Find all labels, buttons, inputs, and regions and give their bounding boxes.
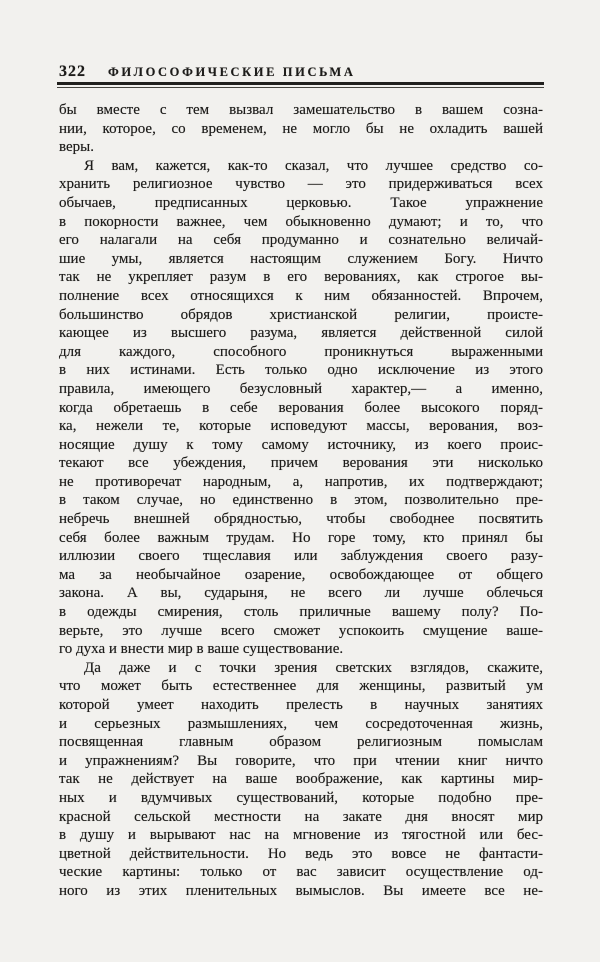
text-line: в покорности важнее, чем обыкновенно думают; и то, что [59, 213, 543, 230]
text-line: ного из этих пленительных вымыслов. Вы имеете все не- [59, 882, 543, 899]
text-line: так не действует на ваше воображение, как картины мир- [59, 771, 543, 788]
page-number: 322 [59, 63, 86, 80]
text-line: и упражнениям? Вы говорите, что при чтении книг ничто [59, 752, 543, 769]
text-line: иллюзии своего тщеславия или заблуждения своего разу- [59, 548, 543, 565]
text-line: полнение всех относящихся к ним обязанностей. Впрочем, [59, 287, 543, 304]
running-title: ФИЛОСОФИЧЕСКИЕ ПИСЬМА [108, 65, 356, 79]
text-line: цветной действительности. Но ведь это вовсе не фантасти- [59, 845, 543, 862]
text-line: ка, нежели те, которые исповедуют массы, верования, воз- [59, 418, 543, 435]
text-line: в них истинами. Есть только одно исключение из этого [59, 362, 543, 379]
text-line: которой умеет находить прелесть в научных занятиях [59, 697, 543, 713]
text-line: обычаев, предписанных церковью. Такое упражнение [59, 194, 543, 211]
text-line: бы вместе с тем вызвал замешательство в вашем созна- [59, 102, 543, 118]
page-header [59, 63, 543, 81]
text-line: для каждого, способного проникнуться выраженными [59, 343, 543, 360]
text-line: ных и вдумчивых существований, которые подобно пре- [59, 789, 543, 806]
text-line: кающее из высшего разума, является действенной силой [59, 325, 543, 342]
text-line: веры. [59, 139, 94, 156]
text-line: посвященная главным образом религиозным помыслам [59, 734, 543, 751]
text-block [59, 101, 543, 901]
text-line: Я вам, кажется, как-то сказал, что лучшее средство со- [84, 157, 543, 174]
text-line: закона. А вы, сударыня, не всего ли лучше облечься [59, 585, 543, 602]
text-line: в душу и вырывают нас на мгновение из тягостной или бес- [59, 827, 543, 844]
text-line: не противоречат народным, а, напротив, их подтверждают; [59, 473, 543, 490]
text-line: шие умы, является настоящим служением Богу. Ничто [59, 250, 543, 267]
text-line: носящие душу к тому самому источнику, из коего проис- [59, 436, 543, 453]
text-line: хранить религиозное чувство — это придерживаться всех [59, 176, 543, 193]
text-line: го духа и внести мир в ваше существование. [59, 641, 344, 658]
text-line: ческие картины: только от вас зависит осуществление од- [59, 864, 543, 881]
text-line: в таком случае, но единственно в этом, позволительно пре- [59, 492, 543, 509]
text-line: в одежды смирения, столь приличные вашему полу? По- [59, 604, 543, 621]
text-line: ма за необычайное озарение, освобождающее от общего [59, 566, 543, 583]
text-line: верьте, это лучше всего сможет успокоить смущение ваше- [59, 622, 543, 639]
text-line: так не укрепляет разум в его верованиях, как строгое вы- [59, 269, 543, 286]
text-line: текают все убеждения, причем верования эти нисколько [59, 455, 543, 472]
text-line: красной сельской местности на закате дня вносят мир [59, 808, 543, 825]
text-line: его налагали на себя продуманно и сознательно величай- [59, 232, 543, 249]
text-line: большинство обрядов христианской религии, происте- [59, 306, 543, 323]
text-line: себя более важным трудам. Но горе тому, кто принял бы [59, 529, 543, 546]
text-line: что может быть естественнее для женщины, развитый ум [59, 678, 543, 695]
text-line: когда обретаешь в себе верования более высокого поряд- [59, 399, 543, 416]
text-line: правила, имеющего безусловный характер,— а именно, [59, 380, 543, 397]
text-line: нии, которое, со временем, не могло бы не охладить вашей [59, 120, 543, 137]
text-line: небречь внешней обрядностью, чтобы свободнее посвятить [59, 511, 543, 528]
header-rule [57, 82, 544, 88]
text-line: Да даже и с точки зрения светских взглядов, скажите, [84, 659, 543, 676]
text-line: и серьезных размышлениях, чем сосредоточенная жизнь, [59, 715, 543, 732]
